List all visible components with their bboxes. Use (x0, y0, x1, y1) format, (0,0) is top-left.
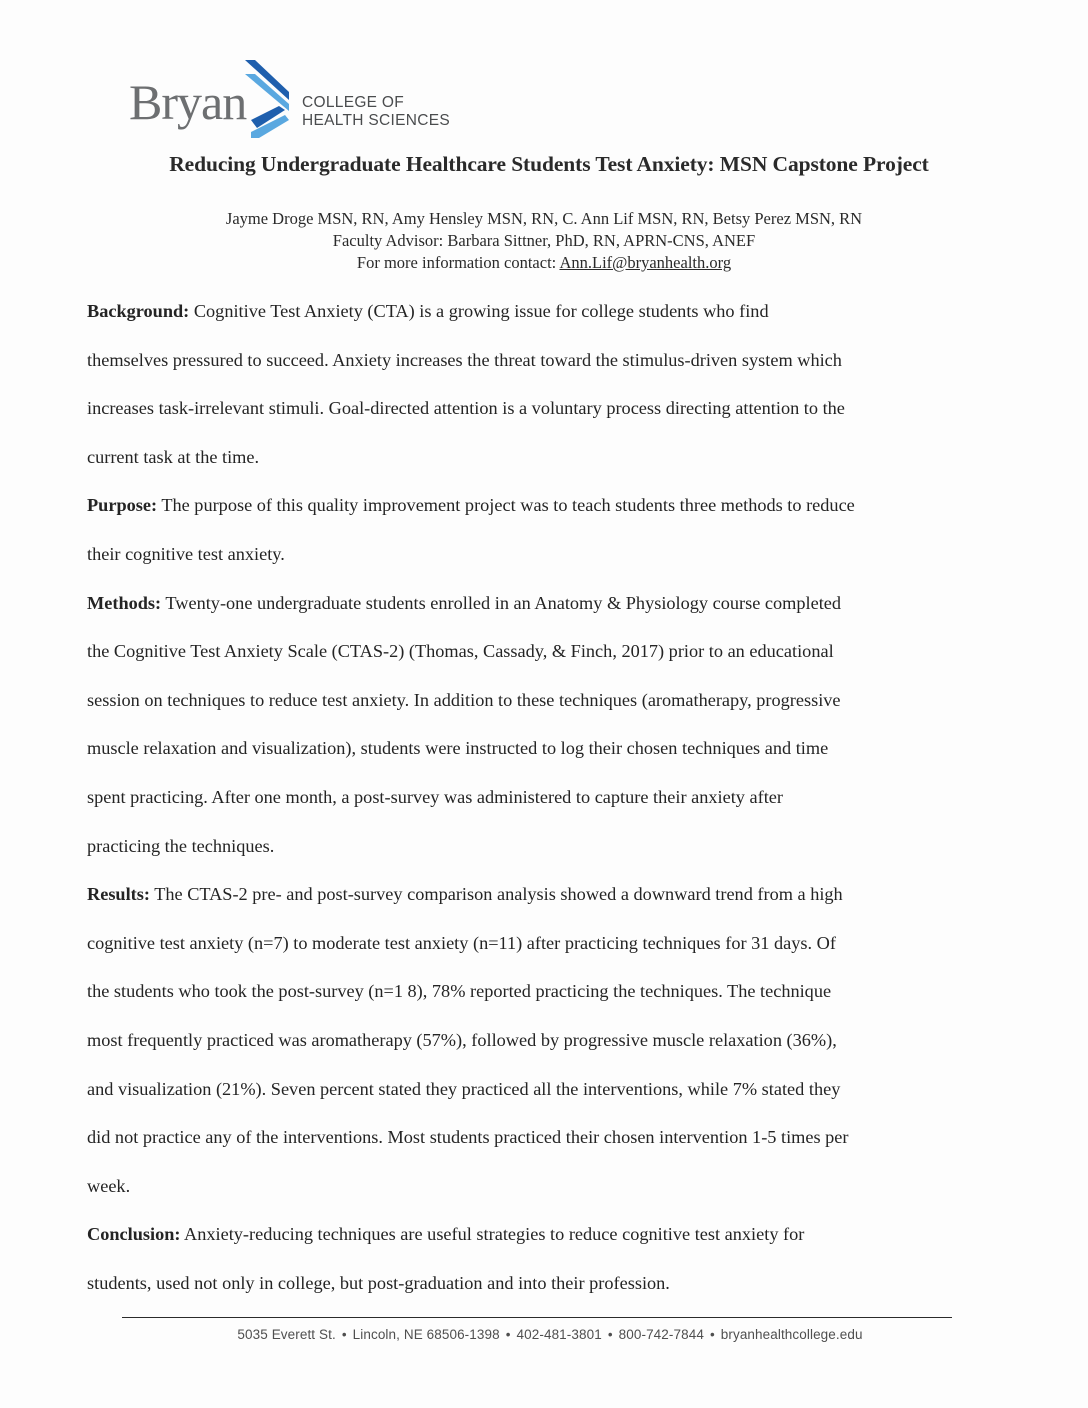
section-text: Twenty-one undergraduate students enrolled in an Anatomy & Physiology course completed (161, 592, 842, 613)
college-logo (129, 60, 489, 140)
logo-subtitle (302, 94, 450, 130)
section-line (87, 490, 1007, 539)
chevron-logo-icon (245, 60, 293, 138)
section-label: Background: (87, 301, 190, 321)
faculty-advisor: Faculty Advisor: Barbara Sittner, PhD, RN, APRN-CNS, ANEF (332, 231, 756, 250)
section-label: Methods: (87, 592, 162, 613)
section-line: muscle relaxation and visualization), students were instructed to log their chosen techniques and time (87, 738, 829, 759)
section-background (87, 296, 1007, 490)
footer-divider (122, 1317, 952, 1318)
bullet-separator: • (341, 1327, 347, 1342)
author-names: Jayme Droge MSN, RN, Amy Hensley MSN, RN, C. Ann Lif MSN, RN, Betsy Perez MSN, RN (225, 209, 863, 228)
section-line: themselves pressured to succeed. Anxiety increases the threat toward the stimulus-driven system which (87, 349, 842, 370)
section-text: Anxiety-reducing techniques are useful strategies to reduce cognitive test anxiety for (180, 1224, 805, 1245)
section-purpose (87, 490, 1007, 587)
section-line (87, 588, 1007, 637)
footer-address: 5035 Everett St. (237, 1327, 336, 1342)
section-line: the Cognitive Test Anxiety Scale (CTAS-2) (Thomas, Cassady, & Finch, 2017) prior to an educational (87, 641, 834, 662)
abstract-body (87, 296, 1007, 1316)
section-line: week. (87, 1175, 131, 1196)
logo-subtitle-line1: COLLEGE OF (302, 94, 405, 111)
document-title: Reducing Undergraduate Healthcare Students Test Anxiety: MSN Capstone Project (169, 152, 929, 176)
bullet-separator: • (709, 1327, 715, 1342)
footer-city: Lincoln, NE 68506-1398 (352, 1327, 500, 1342)
section-line: increases task-irrelevant stimuli. Goal-directed attention is a voluntary process directing attention to the (87, 398, 845, 419)
contact-line (0, 252, 1088, 274)
section-line (87, 879, 1007, 928)
section-line: cognitive test anxiety (n=7) to moderate test anxiety (n=11) after practicing techniques for 31 days. Of (87, 932, 836, 953)
section-line: most frequently practiced was aromatherapy (57%), followed by progressive muscle relaxation (36%), (87, 1029, 837, 1050)
contact-email-link[interactable]: Ann.Lif@bryanhealth.org (559, 253, 732, 272)
section-line: their cognitive test anxiety. (87, 543, 285, 564)
contact-label: For more information contact: (356, 253, 560, 272)
section-label: Purpose: (87, 495, 158, 516)
section-line: session on techniques to reduce test anxiety. In addition to these techniques (aromatherapy, progressive (87, 689, 841, 710)
bullet-separator: • (505, 1327, 511, 1342)
section-line: the students who took the post-survey (n=1 8), 78% reported practicing the techniques. The technique (87, 981, 832, 1002)
section-label: Conclusion: (87, 1224, 181, 1245)
section-line: spent practicing. After one month, a post-survey was administered to capture their anxiety after (87, 786, 783, 807)
logo-subtitle-line2: HEALTH SCIENCES (302, 112, 451, 129)
logo-wordmark: Bryan (129, 74, 247, 130)
footer-website: bryanhealthcollege.edu (720, 1327, 863, 1342)
section-line (87, 1219, 1007, 1268)
section-methods (87, 588, 1007, 880)
section-line: and visualization (21%). Seven percent stated they practiced all the interventions, while 7% stated they (87, 1078, 841, 1099)
footer-phone-tollfree: 800-742-7844 (618, 1327, 704, 1342)
section-line: current task at the time. (87, 446, 260, 467)
chevron-stripe-top (245, 60, 289, 100)
section-text: Cognitive Test Anxiety (CTA) is a growing issue for college students who find (189, 301, 769, 321)
bullet-separator: • (607, 1327, 613, 1342)
section-text: The purpose of this quality improvement project was to teach students three methods to reduce (157, 495, 855, 516)
section-conclusion (87, 1219, 1007, 1316)
footer-phone-local: 402-481-3801 (516, 1327, 602, 1342)
section-results (87, 879, 1007, 1219)
section-text: The CTAS-2 pre- and post-survey comparison analysis showed a downward trend from a high (149, 884, 843, 905)
section-line: did not practice any of the interventions. Most students practiced their chosen intervention 1-5 times per (87, 1127, 849, 1148)
section-line (87, 296, 1007, 345)
section-line: students, used not only in college, but post-graduation and into their profession. (87, 1272, 670, 1293)
section-label: Results: (87, 884, 150, 905)
footer-contact (0, 1327, 1088, 1342)
section-line: practicing the techniques. (87, 835, 275, 856)
author-block (0, 208, 1088, 274)
